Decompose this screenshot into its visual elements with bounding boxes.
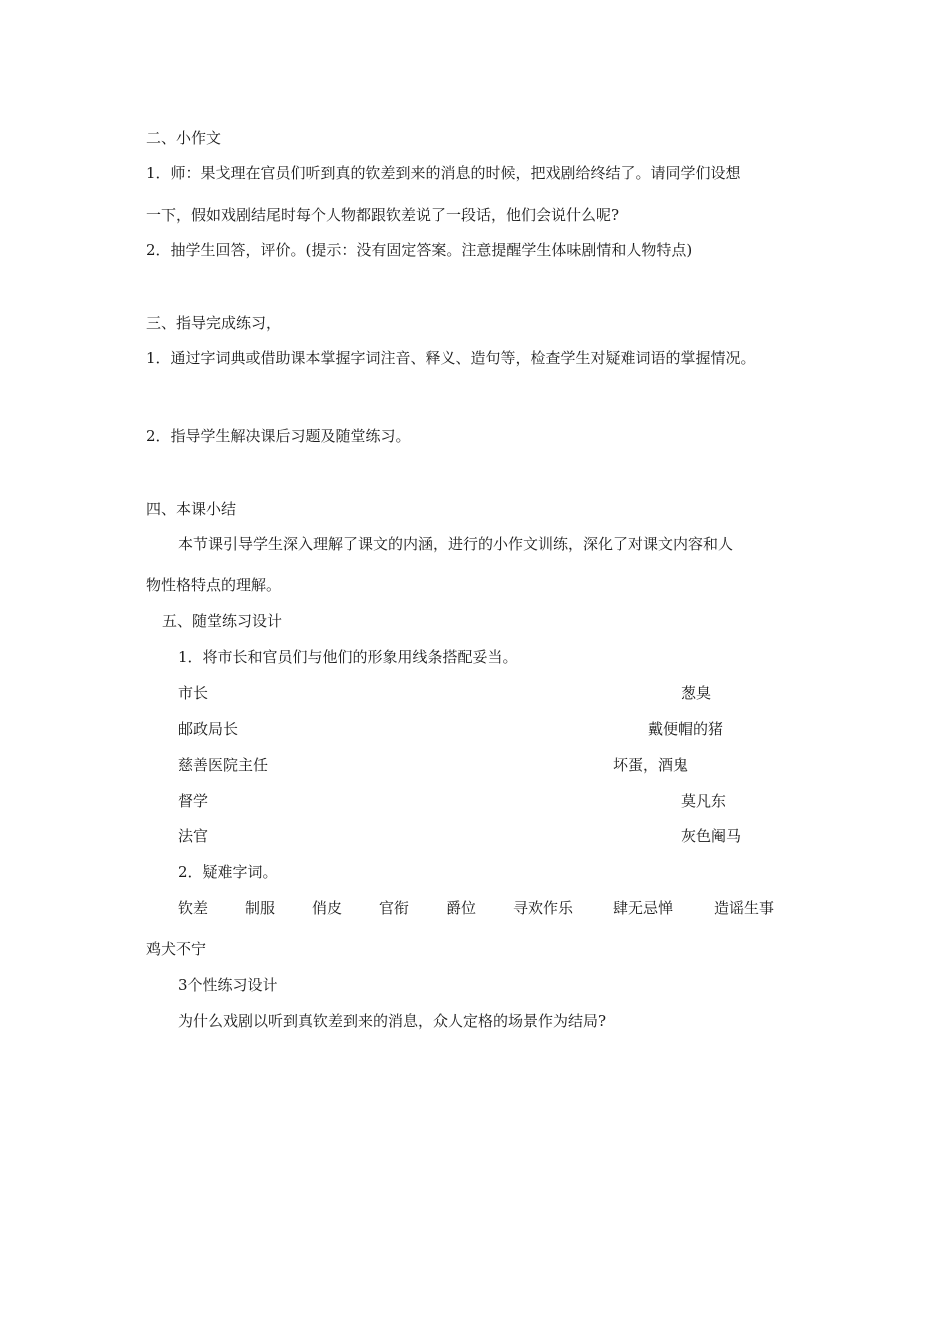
- vocab-word: 造谣生事: [714, 899, 775, 917]
- match-left-item: 督学: [178, 792, 209, 810]
- match-left-item: 市长: [178, 684, 209, 702]
- vocab-word: 寻欢作乐: [513, 899, 574, 917]
- vocab-word: 爵位: [446, 899, 477, 917]
- vocab-word: 钦差: [178, 899, 209, 917]
- section-5-heading: 五、随堂练习设计: [162, 612, 283, 630]
- match-left-item: 慈善医院主任: [178, 756, 269, 774]
- section-4-paragraph-line-1: 本节课引导学生深入理解了课文的内涵，进行的小作文训练，深化了对课文内容和人: [178, 535, 734, 553]
- section-3-item-1: 1．通过字词典或借助课本掌握字词注音、释义、造句等，检查学生对疑难词语的掌握情况。: [146, 349, 756, 367]
- match-left-item: 法官: [178, 827, 209, 845]
- vocab-word: 肆无忌惮: [613, 899, 674, 917]
- section-2-item-2: 2．抽学生回答，评价。(提示：没有固定答案。注意提醒学生体味剧情和人物特点): [146, 241, 693, 259]
- match-right-item: 戴便帽的猪: [648, 720, 724, 738]
- section-2-item-1-line-2: 一下，假如戏剧结尾时每个人物都跟钦差说了一段话，他们会说什么呢?: [146, 206, 620, 224]
- section-2-item-1-line-1: 1．师：果戈理在官员们听到真的钦差到来的消息的时候，把戏剧给终结了。请同学们设想: [146, 164, 741, 182]
- task-3-heading: 3个性练习设计: [178, 976, 278, 994]
- task-2-heading: 2．疑难字词。: [178, 863, 278, 881]
- task-3-question: 为什么戏剧以听到真钦差到来的消息，众人定格的场景作为结局?: [178, 1012, 607, 1030]
- match-left-item: 邮政局长: [178, 720, 239, 738]
- match-right-item: 坏蛋，酒鬼: [613, 756, 689, 774]
- match-right-item: 莫凡东: [681, 792, 727, 810]
- task-1-instruction: 1．将市长和官员们与他们的形象用线条搭配妥当。: [178, 648, 518, 666]
- vocab-word: 官衔: [379, 899, 410, 917]
- vocab-word: 制服: [245, 899, 276, 917]
- match-right-item: 灰色阉马: [681, 827, 742, 845]
- section-2-heading: 二、小作文: [146, 129, 222, 147]
- section-4-paragraph-line-2: 物性格特点的理解。: [146, 576, 282, 594]
- section-3-item-2: 2．指导学生解决课后习题及随堂练习。: [146, 427, 411, 445]
- vocab-word: 俏皮: [312, 899, 343, 917]
- section-3-heading: 三、指导完成练习，: [146, 314, 282, 332]
- section-4-heading: 四、本课小结: [146, 500, 237, 518]
- vocab-word: 鸡犬不宁: [146, 940, 207, 958]
- match-right-item: 葱臭: [681, 684, 712, 702]
